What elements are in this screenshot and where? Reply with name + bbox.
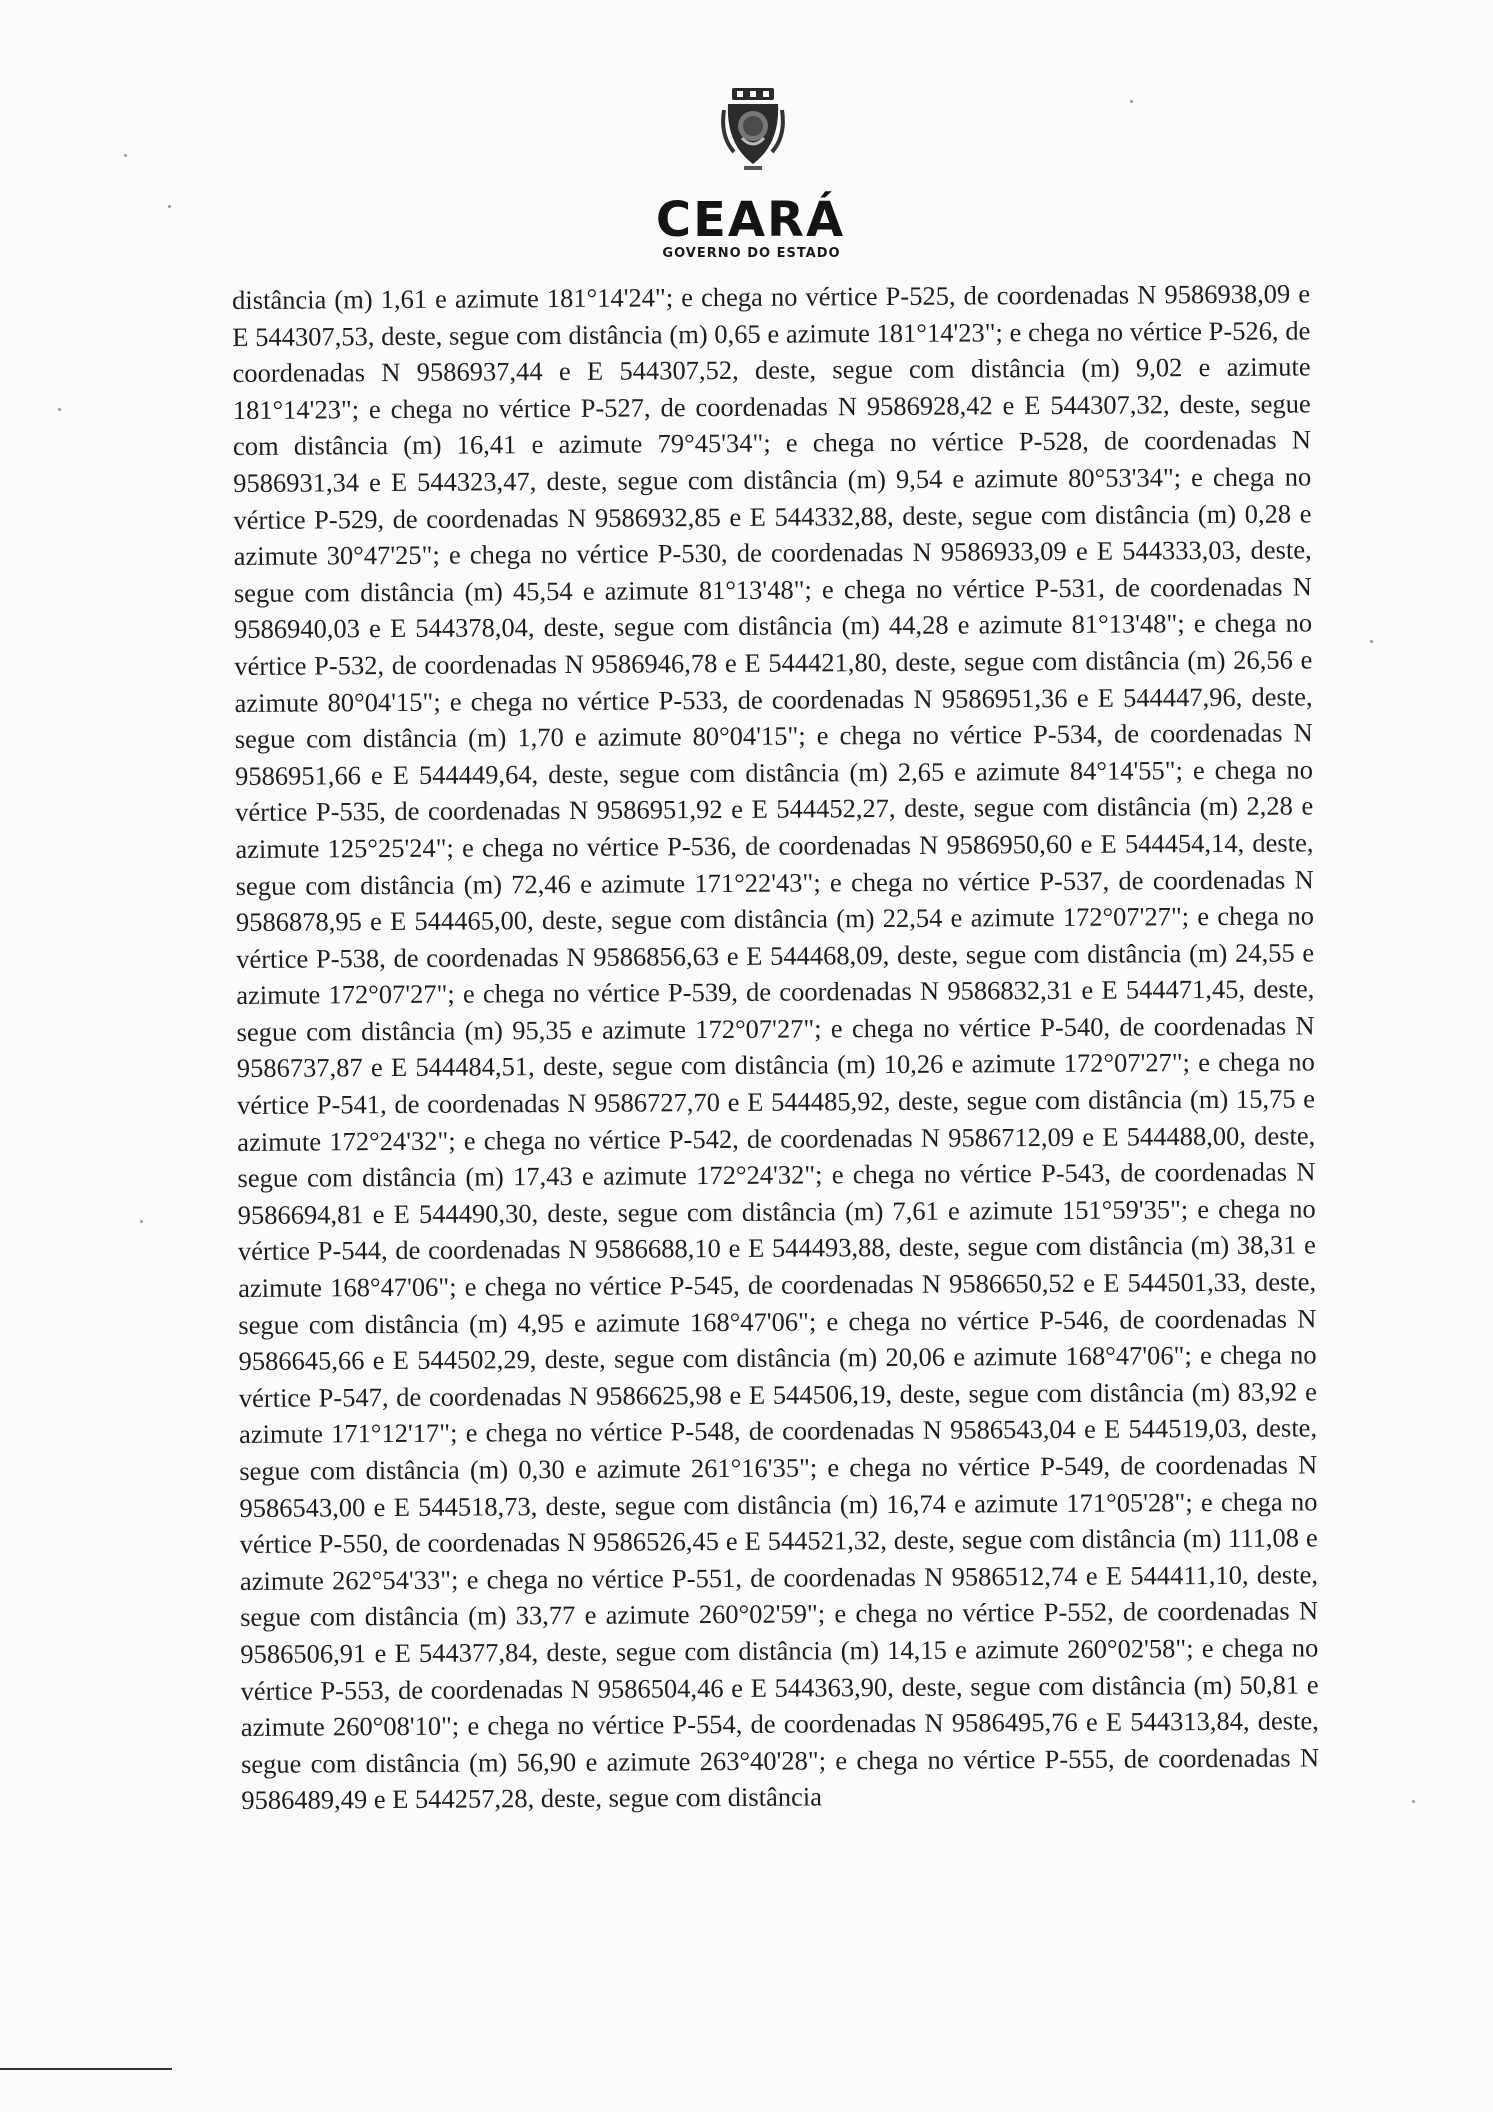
scan-speck xyxy=(1412,1800,1415,1803)
scan-speck xyxy=(58,408,61,411)
brand-subtitle: GOVERNO DO ESTADO xyxy=(662,246,841,261)
scan-speck xyxy=(1370,640,1373,643)
body-paragraph: distância (m) 1,61 e azimute 181°14'24"; e chega no vértice P-525, de coordenadas N 9586938,09 e E 544307,53, deste, segue com distância (m) 0,65 e azimute 181°14'23"; e chega no vértice P-526, de coordenadas N 9586937,44 e E 544307,52, deste, segue com distância (m) 9,02 e azimute 181°14'23"; e chega no vértice P-527, de coordenadas N 9586928,42 e E 544307,32, deste, segue com distância (m) 16,41 e azimute 79°45'34"; e chega no vértice P-528, de coordenadas N 9586931,34 e E 544323,47, deste, segue com distância (m) 9,54 e azimute 80°53'34"; e chega no vértice P-529, de coordenadas N 9586932,85 e E 544332,88, deste, segue com distância (m) 0,28 e azimute 30°47'25"; e chega no vértice P-530, de coordenadas N 9586933,09 e E 544333,03, deste, segue com distância (m) 45,54 e azimute 81°13'48"; e chega no vértice P-531, de coordenadas N 9586940,03 e E 544378,04, deste, segue com distância (m) 44,28 e azimute 81°13'48"; e chega no vértice P-532, de coordenadas N 9586946,78 e E 544421,80, deste, segue com distância (m) 26,56 e azimute 80°04'15"; e chega no vértice P-533, de coordenadas N 9586951,36 e E 544447,96, deste, segue com distância (m) 1,70 e azimute 80°04'15"; e chega no vértice P-534, de coordenadas N 9586951,66 e E 544449,64, deste, segue com distância (m) 2,65 e azimute 84°14'55"; e chega no vértice P-535, de coordenadas N 9586951,92 e E 544452,27, deste, segue com distância (m) 2,28 e azimute 125°25'24"; e chega no vértice P-536, de coordenadas N 9586950,60 e E 544454,14, deste, segue com distância (m) 72,46 e azimute 171°22'43"; e chega no vértice P-537, de coordenadas N 9586878,95 e E 544465,00, deste, segue com distância (m) 22,54 e azimute 172°07'27"; e chega no vértice P-538, de coordenadas N 9586856,63 e E 544468,09, deste, segue com distância (m) 24,55 e azimute 172°07'27"; e chega no vértice P-539, de coordenadas N 9586832,31 e E 544471,45, deste, segue com distância (m) 95,35 e azimute 172°07'27"; e chega no vértice P-540, de coordenadas N 9586737,87 e E 544484,51, deste, segue com distância (m) 10,26 e azimute 172°07'27"; e chega no vértice P-541, de coordenadas N 9586727,70 e E 544485,92, deste, segue com distância (m) 15,75 e azimute 172°24'32"; e chega no vértice P-542, de coordenadas N 9586712,09 e E 544488,00, deste, segue com distância (m) 17,43 e azimute 172°24'32"; e chega no vértice P-543, de coordenadas N 9586694,81 e E 544490,30, deste, segue com distância (m) 7,61 e azimute 151°59'35"; e chega no vértice P-544, de coordenadas N 9586688,10 e E 544493,88, deste, segue com distância (m) 38,31 e azimute 168°47'06"; e chega no vértice P-545, de coordenadas N 9586650,52 e E 544501,33, deste, segue com distância (m) 4,95 e azimute 168°47'06"; e chega no vértice P-546, de coordenadas N 9586645,66 e E 544502,29, deste, segue com distância (m) 20,06 e azimute 168°47'06"; e chega no vértice P-547, de coordenadas N 9586625,98 e E 544506,19, deste, segue com distância (m) 83,92 e azimute 171°12'17"; e chega no vértice P-548, de coordenadas N 9586543,04 e E 544519,03, deste, segue com distância (m) 0,30 e azimute 261°16'35"; e chega no vértice P-549, de coordenadas N 9586543,00 e E 544518,73, deste, segue com distância (m) 16,74 e azimute 171°05'28"; e chega no vértice P-550, de coordenadas N 9586526,45 e E 544521,32, deste, segue com distância (m) 111,08 e azimute 262°54'33"; e chega no vértice P-551, de coordenadas N 9586512,74 e E 544411,10, deste, segue com distância (m) 33,77 e azimute 260°02'59"; e chega no vértice P-552, de coordenadas N 9586506,91 e E 544377,84, deste, segue com distância (m) 14,15 e azimute 260°02'58"; e chega no vértice P-553, de coordenadas N 9586504,46 e E 544363,90, deste, segue com distância (m) 50,81 e azimute 260°08'10"; e chega no vértice P-554, de coordenadas N 9586495,76 e E 544313,84, deste, segue com distância (m) 56,90 e azimute 263°40'28"; e chega no vértice P-555, de coordenadas N 9586489,49 e E 544257,28, deste, segue com distância xyxy=(232,278,1320,1816)
scan-speck xyxy=(1130,100,1133,103)
ceara-coat-of-arms-icon xyxy=(720,86,786,190)
brand-title: CEARÁ xyxy=(655,192,846,248)
scan-speck xyxy=(168,205,171,208)
scan-speck xyxy=(124,154,127,157)
footer-rule xyxy=(0,2068,172,2070)
letterhead xyxy=(0,86,1493,261)
scan-speck xyxy=(140,1220,143,1223)
document-body xyxy=(232,275,1319,1818)
